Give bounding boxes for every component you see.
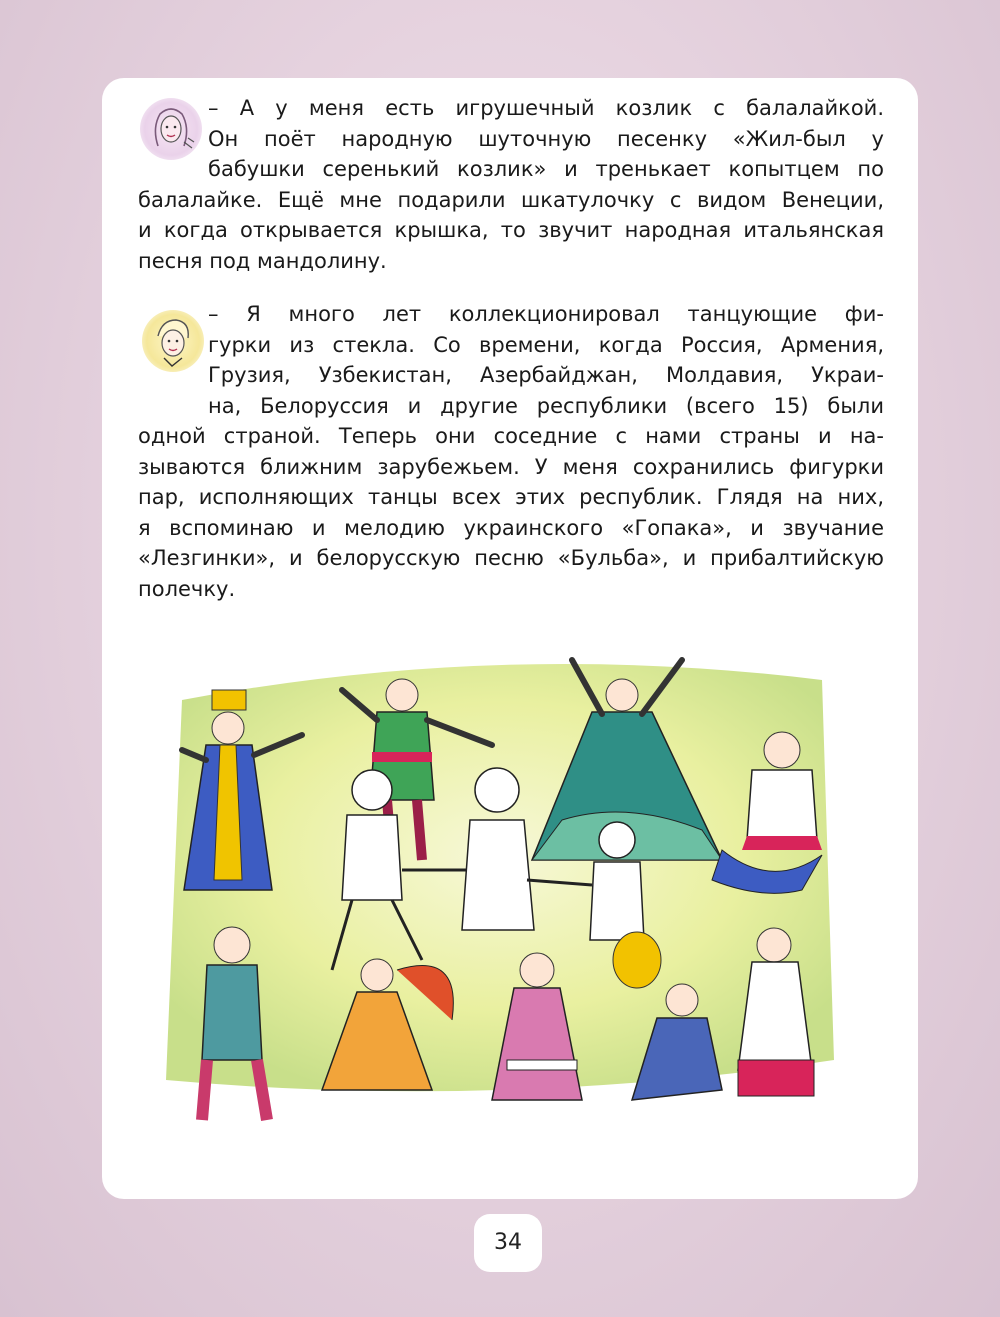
text-line: Грузия, Узбекистан, Азербайджан, Молдавия, Украи- — [208, 363, 884, 387]
text-line: полечку. — [138, 576, 236, 601]
text-line: пар, исполняющих танцы всех этих республик. Глядя на них, — [138, 485, 884, 509]
page-number — [474, 1214, 542, 1272]
text-line: балалайке. Ещё мне подарили шкатулочку с видом Венеции, — [138, 187, 884, 212]
text-line: – А у меня есть игрушечный козлик с балалайкой. — [208, 96, 884, 120]
page-number-label: 34 — [494, 1230, 522, 1255]
text-line: бабушки серенький козлик» и тренькает копытцем по — [208, 157, 884, 181]
text-line: «Лезгинки», и белорусскую песню «Бульба», и прибалтийскую — [138, 546, 884, 570]
text-line: гурки из стекла. Со времени, когда Россия, Армения, — [208, 332, 884, 357]
text-line: одной страной. Теперь они соседние с нами страны и на- — [138, 424, 884, 448]
paragraph-toy-goat — [138, 93, 884, 276]
text-line: – Я много лет коллекционировал танцующие фи- — [208, 302, 884, 326]
dancers-illustration — [162, 640, 838, 1160]
text-line: я вспоминаю и мелодию украинского «Гопака», и звучание — [138, 515, 884, 540]
text-line: Он поёт народную шуточную песенку «Жил-был у — [208, 126, 884, 151]
text-line: песня под мандолину. — [138, 248, 387, 273]
paragraph-glass-figures — [138, 299, 884, 604]
text-line: на, Белоруссия и другие республики (всего 15) были — [208, 393, 884, 418]
text-line: и когда открывается крышка, то звучит народная итальянская — [138, 218, 884, 242]
text-line: зываются ближним зарубежьем. У меня сохранились фигурки — [138, 454, 884, 479]
